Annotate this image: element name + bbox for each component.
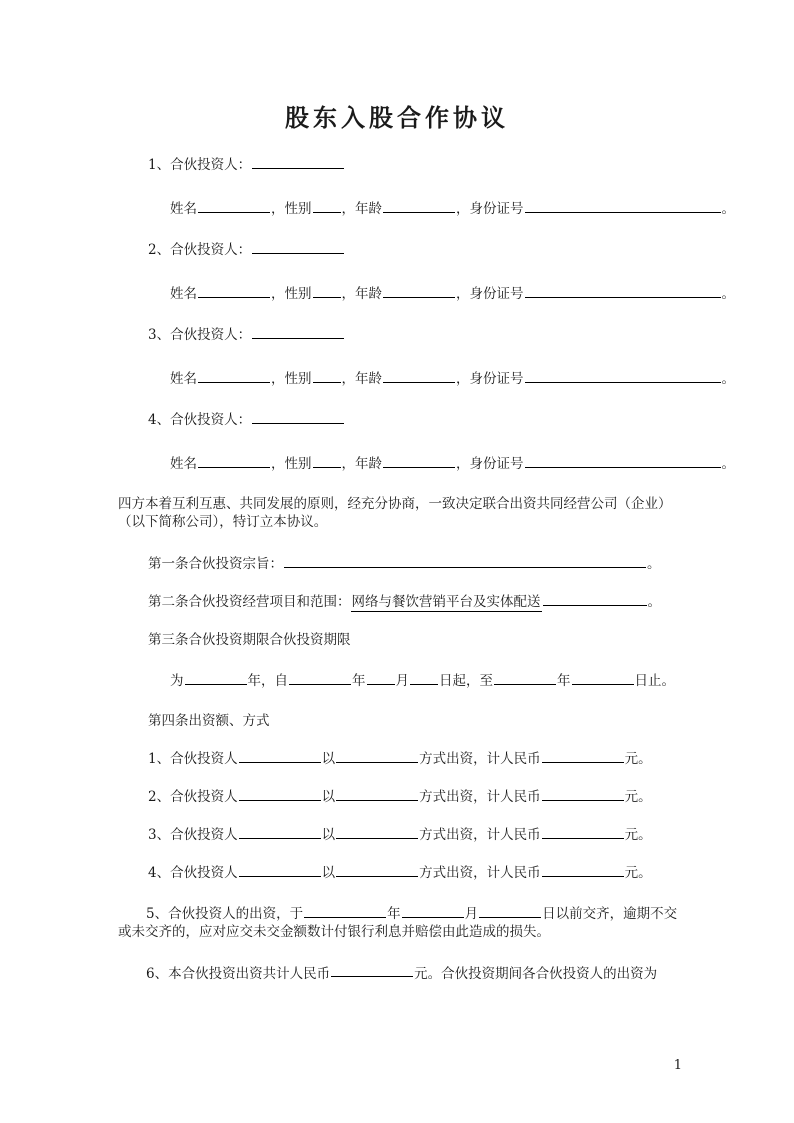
term-start-year-blank[interactable] xyxy=(289,671,351,685)
term-start-day-blank[interactable] xyxy=(410,671,438,685)
partner-1-id-blank[interactable] xyxy=(525,199,721,213)
item-6-total-blank[interactable] xyxy=(331,964,413,978)
partner-4-name-blank[interactable] xyxy=(252,410,344,424)
contribution-row-4 xyxy=(118,863,678,882)
partner-4-id-blank[interactable] xyxy=(525,454,721,468)
contribution-4-prefix: 4、合伙投资人 xyxy=(148,865,238,882)
partner-1-name-blank[interactable] xyxy=(252,155,344,169)
partner-1-end: 。 xyxy=(721,200,735,217)
contribution-3-method-blank[interactable] xyxy=(336,825,418,839)
partner-1-heading xyxy=(118,155,678,174)
item-6-part-b: 元。合伙投资期间各合伙投资人的出资为 xyxy=(414,965,658,982)
contribution-deadline-clause xyxy=(118,904,678,941)
term-year3-label: 年 xyxy=(557,672,571,689)
contribution-row-2 xyxy=(118,787,678,806)
term-end-label: 日止。 xyxy=(634,672,675,689)
contribution-1-method: 方式出资，计人民币 xyxy=(419,751,541,768)
total-contribution-clause xyxy=(118,964,678,983)
document-body xyxy=(118,155,735,983)
partner-2-label: 2、合伙投资人： xyxy=(148,241,252,258)
partner-4-fullname-blank[interactable] xyxy=(198,454,270,468)
contribution-2-unit: 元。 xyxy=(624,789,652,806)
term-day-label: 日起，至 xyxy=(439,672,493,689)
partner-4-age-label: ，年龄 xyxy=(341,456,382,473)
contribution-1-amount-blank[interactable] xyxy=(542,749,624,763)
item-5-month-blank[interactable] xyxy=(402,904,464,918)
contribution-1-person-blank[interactable] xyxy=(239,749,321,763)
partner-4-name-label: 姓名 xyxy=(170,456,197,473)
term-years-blank[interactable] xyxy=(185,671,247,685)
contribution-1-method-blank[interactable] xyxy=(336,749,418,763)
partner-1-fullname-blank[interactable] xyxy=(198,199,270,213)
partner-3-sex-blank[interactable] xyxy=(313,369,341,383)
item-5-part-d: 日以前交齐，逾期不交或未交齐的，应对应交未交金额数计付银行利息并赔偿由此造成的损失。 xyxy=(118,906,678,941)
term-year2-label: 年 xyxy=(352,672,366,689)
article-1-label: 第一条合伙投资宗旨： xyxy=(148,555,283,572)
article-1 xyxy=(118,554,678,573)
partner-4-age-blank[interactable] xyxy=(383,454,455,468)
partner-2-name-label: 姓名 xyxy=(170,285,197,302)
contribution-4-amount-blank[interactable] xyxy=(542,863,624,877)
partner-3-end: 。 xyxy=(721,370,735,387)
article-2-value[interactable]: 网络与餐饮营销平台及实体配送 xyxy=(351,593,542,612)
contribution-1-mid: 以 xyxy=(321,751,336,768)
contribution-3-mid: 以 xyxy=(321,827,336,844)
contribution-2-amount-blank[interactable] xyxy=(542,787,624,801)
item-5-year-blank[interactable] xyxy=(304,904,386,918)
partner-2-id-blank[interactable] xyxy=(525,284,721,298)
contribution-1-prefix: 1、合伙投资人 xyxy=(148,751,238,768)
contribution-row-1 xyxy=(118,749,678,768)
item-5-part-a: 5、合伙投资人的出资，于 xyxy=(146,906,304,923)
contribution-4-method: 方式出资，计人民币 xyxy=(419,865,541,882)
term-prefix: 为 xyxy=(170,672,184,689)
contribution-4-unit: 元。 xyxy=(624,865,652,882)
partner-2-fullname-blank[interactable] xyxy=(198,284,270,298)
partner-2-sex-blank[interactable] xyxy=(313,284,341,298)
partner-3-name-blank[interactable] xyxy=(252,325,344,339)
item-5-day-blank[interactable] xyxy=(479,904,541,918)
partner-1-age-label: ，年龄 xyxy=(341,200,382,217)
term-month-label: 月 xyxy=(395,672,409,689)
contribution-2-method: 方式出资，计人民币 xyxy=(419,789,541,806)
partner-2-sex-label: ，性别 xyxy=(271,285,312,302)
partner-1-details xyxy=(118,199,735,218)
partner-4-heading xyxy=(118,410,678,429)
article-1-end: 。 xyxy=(647,555,661,572)
partner-3-label: 3、合伙投资人： xyxy=(148,326,252,343)
partner-3-details xyxy=(118,369,735,388)
partner-3-heading xyxy=(118,325,678,344)
page-title: 股东入股合作协议 xyxy=(285,103,509,132)
partner-1-sex-blank[interactable] xyxy=(313,199,341,213)
partner-4-details xyxy=(118,454,735,473)
article-2-label: 第二条合伙投资经营项目和范围： xyxy=(148,593,351,610)
partner-3-name-label: 姓名 xyxy=(170,370,197,387)
partner-1-label: 1、合伙投资人： xyxy=(148,156,252,173)
term-end-year-blank[interactable] xyxy=(494,671,556,685)
article-2-end: 。 xyxy=(647,593,661,610)
article-4-label: 第四条出资额、方式 xyxy=(148,713,270,729)
partner-2-id-label: ，身份证号 xyxy=(456,285,524,302)
contribution-2-prefix: 2、合伙投资人 xyxy=(148,789,238,806)
partner-3-age-label: ，年龄 xyxy=(341,370,382,387)
contribution-3-amount-blank[interactable] xyxy=(542,825,624,839)
partner-2-end: 。 xyxy=(721,285,735,302)
partner-4-label: 4、合伙投资人： xyxy=(148,412,252,428)
term-start-month-blank[interactable] xyxy=(367,671,395,685)
article-2 xyxy=(118,592,678,612)
contribution-2-method-blank[interactable] xyxy=(336,787,418,801)
partner-1-age-blank[interactable] xyxy=(383,199,455,213)
partner-1-name-label: 姓名 xyxy=(170,200,197,217)
partner-2-age-label: ，年龄 xyxy=(341,285,382,302)
partner-1-id-label: ，身份证号 xyxy=(456,200,524,217)
partner-3-age-blank[interactable] xyxy=(383,369,455,383)
partner-2-name-blank[interactable] xyxy=(252,240,344,254)
contribution-3-unit: 元。 xyxy=(624,827,652,844)
partner-4-end: 。 xyxy=(721,456,735,473)
term-end-day-blank[interactable] xyxy=(572,671,634,685)
partner-2-details xyxy=(118,284,735,303)
page-number: 1 xyxy=(673,1058,682,1073)
contribution-3-person-blank[interactable] xyxy=(239,825,321,839)
article-3-label: 第三条合伙投资期限合伙投资期限 xyxy=(148,631,351,648)
contribution-4-method-blank[interactable] xyxy=(336,863,418,877)
partner-3-sex-label: ，性别 xyxy=(271,370,312,387)
partner-2-age-blank[interactable] xyxy=(383,284,455,298)
preamble-paragraph: 四方本着互利互惠、共同发展的原则，经充分协商，一致决定联合出资共同经营公司（企业）（以下简称公司），特订立本协议。 xyxy=(118,496,672,531)
contribution-3-prefix: 3、合伙投资人 xyxy=(148,827,238,844)
contribution-row-3 xyxy=(118,825,678,844)
contribution-4-person-blank[interactable] xyxy=(239,863,321,877)
partner-3-fullname-blank[interactable] xyxy=(198,369,270,383)
contribution-4-mid: 以 xyxy=(321,865,336,882)
article-3-term-line xyxy=(118,671,678,690)
contribution-3-method: 方式出资，计人民币 xyxy=(419,827,541,844)
partner-3-id-blank[interactable] xyxy=(525,369,721,383)
partner-4-sex-blank[interactable] xyxy=(313,454,341,468)
term-year-label: 年，自 xyxy=(247,672,288,689)
item-5-part-c: 月 xyxy=(464,906,479,923)
contribution-2-mid: 以 xyxy=(321,789,336,806)
contribution-2-person-blank[interactable] xyxy=(239,787,321,801)
partner-4-id-label: ，身份证号 xyxy=(456,456,524,473)
partner-2-heading xyxy=(118,240,678,259)
contribution-1-unit: 元。 xyxy=(624,751,652,768)
partner-4-sex-label: ，性别 xyxy=(271,456,312,473)
article-1-blank[interactable] xyxy=(284,554,646,568)
article-2-blank[interactable] xyxy=(543,592,647,606)
item-5-part-b: 年 xyxy=(387,906,401,923)
partner-1-sex-label: ，性别 xyxy=(271,200,312,217)
item-6-part-a: 6、本合伙投资出资共计人民币 xyxy=(146,965,331,982)
partner-3-id-label: ，身份证号 xyxy=(456,370,524,387)
